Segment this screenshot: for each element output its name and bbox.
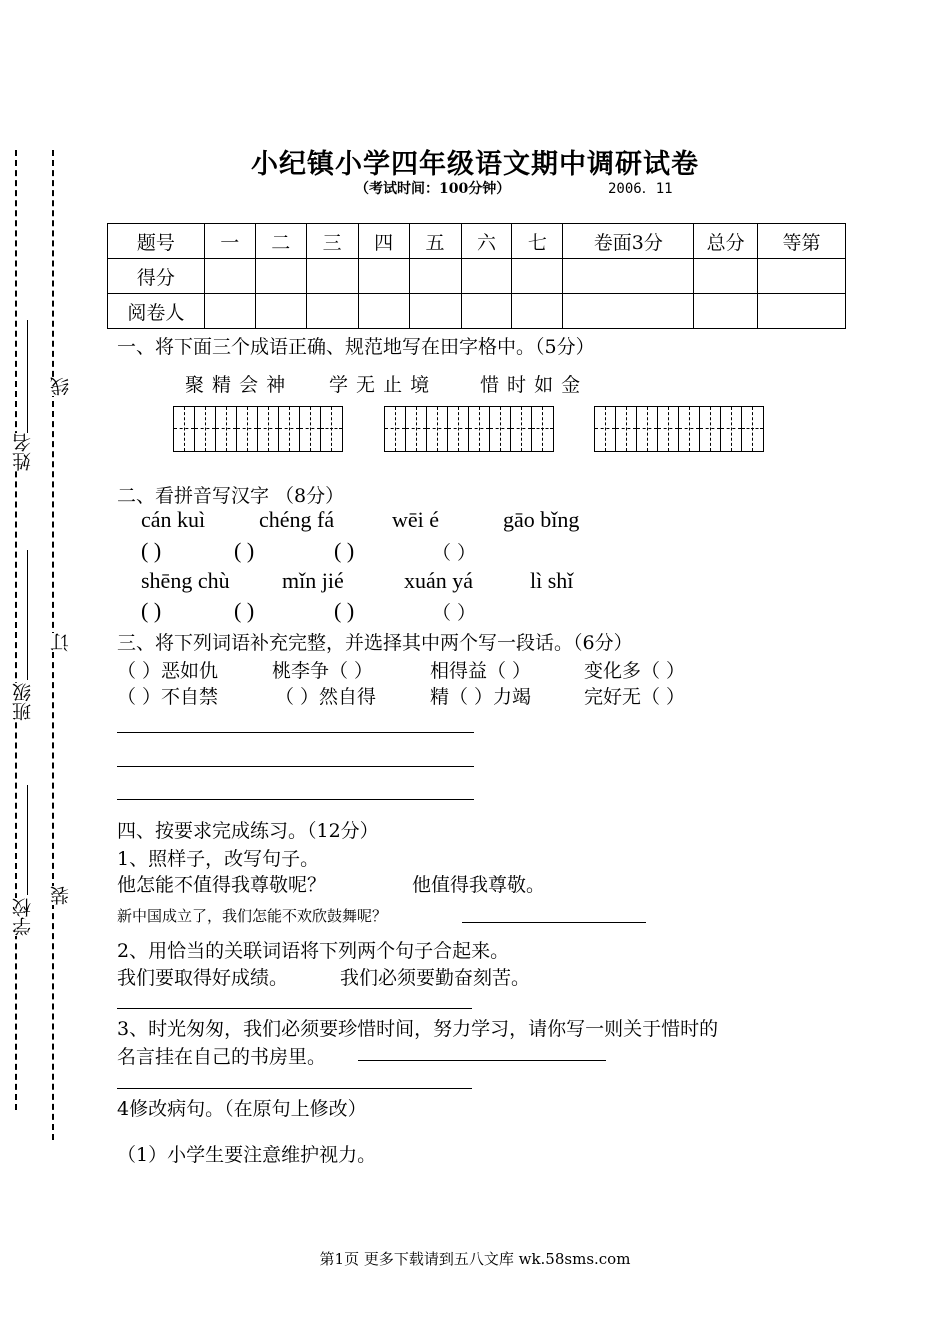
score-table-header-row [108, 224, 846, 259]
q3-heading: 三、将下列词语补充完整，并选择其中两个写一段话。（6分） [117, 632, 633, 654]
header-cell: 六 [461, 224, 512, 259]
score-cell [255, 259, 306, 294]
q4-s1-example-a: 他怎能不值得我尊敬呢？ [117, 874, 327, 896]
answer-blank[interactable]: ( ) [234, 538, 255, 563]
q1-idiom-1: 聚 精 会 神 [185, 374, 287, 396]
pinyin: lì shǐ [530, 568, 574, 593]
grader-cell [461, 294, 512, 329]
grader-cell [409, 294, 461, 329]
score-cell [758, 259, 846, 294]
grader-cell [358, 294, 409, 329]
pinyin: chéng fá [259, 507, 335, 532]
page-title: 小纪镇小学四年级语文期中调研试卷 [251, 149, 699, 180]
binding-name-label: 姓名 [9, 433, 36, 471]
binding-fill-line-2 [27, 550, 28, 680]
exam-duration: （考试时间：100分钟） [355, 181, 511, 197]
tianzige-grid-1[interactable] [173, 406, 343, 452]
score-cell [204, 259, 255, 294]
binding-ding-label: 订 [47, 633, 74, 652]
score-cell [563, 259, 694, 294]
header-cell: 四 [358, 224, 409, 259]
answer-line[interactable] [117, 1008, 472, 1009]
tianzige-grid-3[interactable] [594, 406, 764, 452]
answer-blank[interactable]: （ ） [432, 542, 477, 564]
exam-date: 2006．11 [608, 181, 673, 197]
score-cell [461, 259, 512, 294]
grader-cell [255, 294, 306, 329]
answer-line[interactable] [117, 732, 474, 733]
grader-cell [694, 294, 758, 329]
binding-fill-line-3 [27, 785, 28, 895]
answer-blank[interactable]: ( ) [334, 538, 355, 563]
answer-blank[interactable]: （ ） [432, 602, 477, 624]
pinyin: mǐn jié [282, 568, 344, 593]
header-cell: 一 [204, 224, 255, 259]
pinyin: gāo bǐng [503, 507, 580, 532]
header-cell: 七 [512, 224, 563, 259]
q3-word: 变化多（ ） [584, 660, 686, 682]
answer-line[interactable] [117, 1088, 472, 1089]
score-cell [694, 259, 758, 294]
q4-s2-b: 我们必须要勤奋刻苦。 [340, 967, 531, 989]
q3-word: 桃李争（ ） [272, 660, 374, 682]
grader-row [108, 294, 846, 329]
score-cell [306, 259, 358, 294]
answer-line[interactable] [117, 766, 474, 767]
header-cell: 总分 [694, 224, 758, 259]
answer-line[interactable] [117, 799, 474, 800]
answer-blank[interactable]: ( ) [141, 538, 162, 563]
q4-s4-title: 4修改病句。（在原句上修改） [117, 1098, 367, 1120]
grader-cell [563, 294, 694, 329]
q4-s3-line1: 3、时光匆匆，我们必须要珍惜时间，努力学习，请你写一则关于惜时的 [117, 1018, 719, 1040]
binding-school-label: 学校 [9, 898, 36, 936]
header-cell: 题号 [108, 224, 205, 259]
header-cell: 三 [306, 224, 358, 259]
q3-word: （ ）然自得 [275, 686, 377, 708]
q1-idiom-3: 惜 时 如 金 [480, 374, 582, 396]
header-cell: 等第 [758, 224, 846, 259]
q3-word: 完好无（ ） [584, 686, 686, 708]
score-row [108, 259, 846, 294]
grader-cell [306, 294, 358, 329]
binding-class-label: 班级 [9, 683, 36, 721]
q3-word: （ ）不自禁 [117, 686, 219, 708]
score-cell [358, 259, 409, 294]
page-footer: 第1页 更多下载请到五八文库 wk.58sms.com [319, 1250, 631, 1268]
pinyin: cán kuì [141, 507, 206, 532]
score-cell [409, 259, 461, 294]
answer-blank[interactable]: ( ) [334, 598, 355, 623]
q4-heading: 四、按要求完成练习。（12分） [117, 820, 379, 842]
header-cell: 卷面3分 [563, 224, 694, 259]
row-label: 阅卷人 [108, 294, 205, 329]
pinyin: xuán yá [404, 568, 474, 593]
header-cell: 五 [409, 224, 461, 259]
binding-zhuang-label: 装 [47, 886, 74, 905]
score-cell [512, 259, 563, 294]
q4-s2-a: 我们要取得好成绩。 [117, 967, 289, 989]
q4-s3-line2: 名言挂在自己的书房里。 [117, 1046, 327, 1068]
q1-idiom-2: 学 无 止 境 [329, 374, 431, 396]
grader-cell [758, 294, 846, 329]
q3-word: （ ）恶如仇 [117, 660, 219, 682]
binding-xian-label: 线 [47, 377, 74, 396]
q4-s1-title: 1、照样子，改写句子。 [117, 848, 320, 870]
grader-cell [204, 294, 255, 329]
grader-cell [512, 294, 563, 329]
binding-dash-outer [15, 150, 17, 1110]
score-table [107, 223, 846, 329]
q4-s2-title: 2、用恰当的关联词语将下列两个句子合起来。 [117, 940, 510, 962]
answer-blank[interactable]: ( ) [234, 598, 255, 623]
tianzige-grid-2[interactable] [384, 406, 554, 452]
pinyin: wēi é [392, 507, 440, 532]
answer-blank[interactable]: ( ) [141, 598, 162, 623]
q4-s1-task: 新中国成立了，我们怎能不欢欣鼓舞呢？ [117, 907, 388, 925]
answer-line[interactable] [358, 1060, 606, 1061]
row-label: 得分 [108, 259, 205, 294]
q4-s4-item1: （1）小学生要注意维护视力。 [117, 1144, 377, 1166]
q1-heading: 一、将下面三个成语正确、规范地写在田字格中。（5分） [117, 336, 595, 358]
q2-heading: 二、看拼音写汉字 （8分） [117, 485, 345, 507]
q3-word: 相得益（ ） [430, 660, 532, 682]
header-cell: 二 [255, 224, 306, 259]
answer-line[interactable] [462, 922, 646, 923]
pinyin: shēng chù [141, 568, 230, 593]
q4-s1-example-b: 他值得我尊敬。 [412, 874, 546, 896]
q3-word: 精（ ）力竭 [430, 686, 532, 708]
